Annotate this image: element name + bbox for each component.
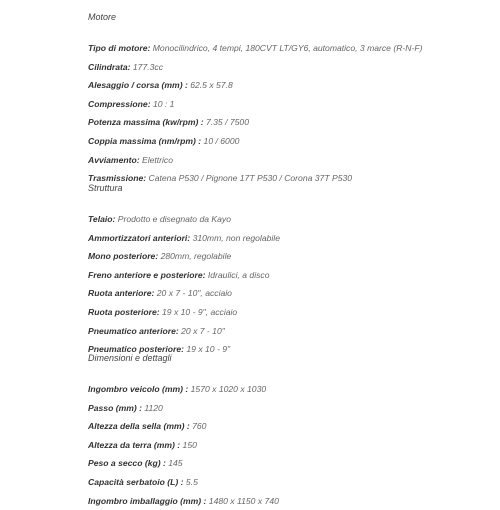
spec-value: 310mm, non regolabile: [190, 232, 280, 243]
spec-key: Coppia massima (nm/rpm) :: [88, 135, 202, 146]
spec-key: Pneumatico anteriore:: [88, 325, 179, 336]
spec-row: [88, 303, 280, 322]
spec-value: Prodotto e disegnato da Kayo: [115, 214, 232, 224]
spec-row: [88, 113, 422, 132]
spec-value: 10 / 6000: [201, 135, 240, 146]
spec-key: Trasmissione:: [88, 173, 147, 184]
spec-key: Ammortizzatori anteriori:: [88, 232, 191, 243]
spec-value: 1570 x 1020 x 1030: [188, 384, 267, 394]
spec-value: Catena P530 / Pignone 17T P530 / Corona 37T P530: [146, 173, 353, 184]
spec-value: 7.35 / 7500: [203, 117, 249, 128]
spec-row: [88, 151, 422, 170]
spec-key: Avviamento:: [88, 154, 140, 165]
spec-key: Freno anteriore e posteriore:: [88, 269, 206, 280]
spec-key: Peso a secco (kg) :: [88, 458, 166, 469]
spec-value: 760: [189, 421, 207, 432]
spec-row: [88, 229, 280, 248]
section-title-motore: Motore: [88, 12, 117, 22]
spec-key: Ingombro veicolo (mm) :: [88, 384, 189, 394]
spec-key: Altezza della sella (mm) :: [88, 421, 190, 432]
spec-key: Alesaggio / corsa (mm) :: [88, 80, 188, 91]
spec-value: 19 x 10 - 9", acciaio: [159, 306, 238, 317]
spec-row: [88, 266, 280, 285]
spec-key: Compressione:: [88, 98, 151, 109]
spec-key: Passo (mm) :: [88, 402, 142, 413]
spec-row: [88, 210, 280, 229]
spec-value: 19 x 10 - 9": [183, 344, 231, 355]
spec-row: [88, 322, 280, 341]
spec-key: Tipo di motore:: [88, 43, 151, 53]
spec-key: Altezza da terra (mm) :: [88, 439, 181, 450]
spec-row: [88, 169, 422, 188]
spec-value: 20 x 7 - 10": [178, 325, 225, 336]
spec-row: [88, 417, 279, 436]
section-title-struttura: Struttura: [88, 183, 123, 193]
spec-key: Pneumatico posteriore:: [88, 344, 184, 355]
spec-row: [88, 436, 279, 455]
spec-value: 150: [180, 439, 197, 450]
spec-row: [88, 58, 422, 77]
spec-value: 20 x 7 - 10", acciaio: [154, 288, 232, 299]
spec-key: Ruota anteriore:: [88, 288, 155, 299]
spec-key: Mono posteriore:: [88, 251, 159, 262]
spec-value: 1120: [141, 402, 163, 413]
spec-key: Ingombro imballaggio (mm) :: [88, 495, 207, 506]
section-title-dimensioni: Dimensioni e dettagli: [88, 353, 172, 363]
spec-value: 62.5 x 57.8: [187, 80, 233, 91]
spec-row: [88, 473, 279, 492]
spec-value: 145: [165, 458, 183, 469]
spec-row: [88, 454, 279, 473]
spec-value: 5.5: [183, 476, 198, 487]
spec-row: [88, 132, 422, 151]
spec-row: [88, 95, 422, 114]
spec-value: 177.3cc: [130, 61, 163, 72]
spec-row: [88, 492, 279, 510]
spec-value: Monocilindrico, 4 tempi, 180CVT LT/GY6, automatico, 3 marce (R-N-F): [150, 43, 423, 53]
spec-row: [88, 399, 279, 418]
spec-row: [88, 76, 422, 95]
spec-list-struttura: [88, 210, 280, 359]
spec-value: 10 : 1: [150, 98, 175, 109]
spec-value: 280mm, regolabile: [158, 251, 232, 262]
spec-row: [88, 284, 280, 303]
spec-key: Cilindrata:: [88, 61, 131, 72]
spec-value: Elettrico: [139, 154, 174, 165]
spec-value: Idraulici, a disco: [205, 269, 270, 280]
spec-row: [88, 380, 279, 399]
spec-list-motore: [88, 39, 422, 188]
spec-key: Capacità serbatoio (L) :: [88, 476, 184, 487]
spec-list-dimensioni: [88, 380, 279, 510]
spec-row: [88, 247, 280, 266]
spec-key: Telaio:: [88, 214, 116, 224]
spec-value: 1480 x 1150 x 740: [206, 495, 279, 506]
spec-key: Potenza massima (kw/rpm) :: [88, 117, 204, 128]
spec-row: [88, 39, 422, 58]
spec-key: Ruota posteriore:: [88, 306, 160, 317]
